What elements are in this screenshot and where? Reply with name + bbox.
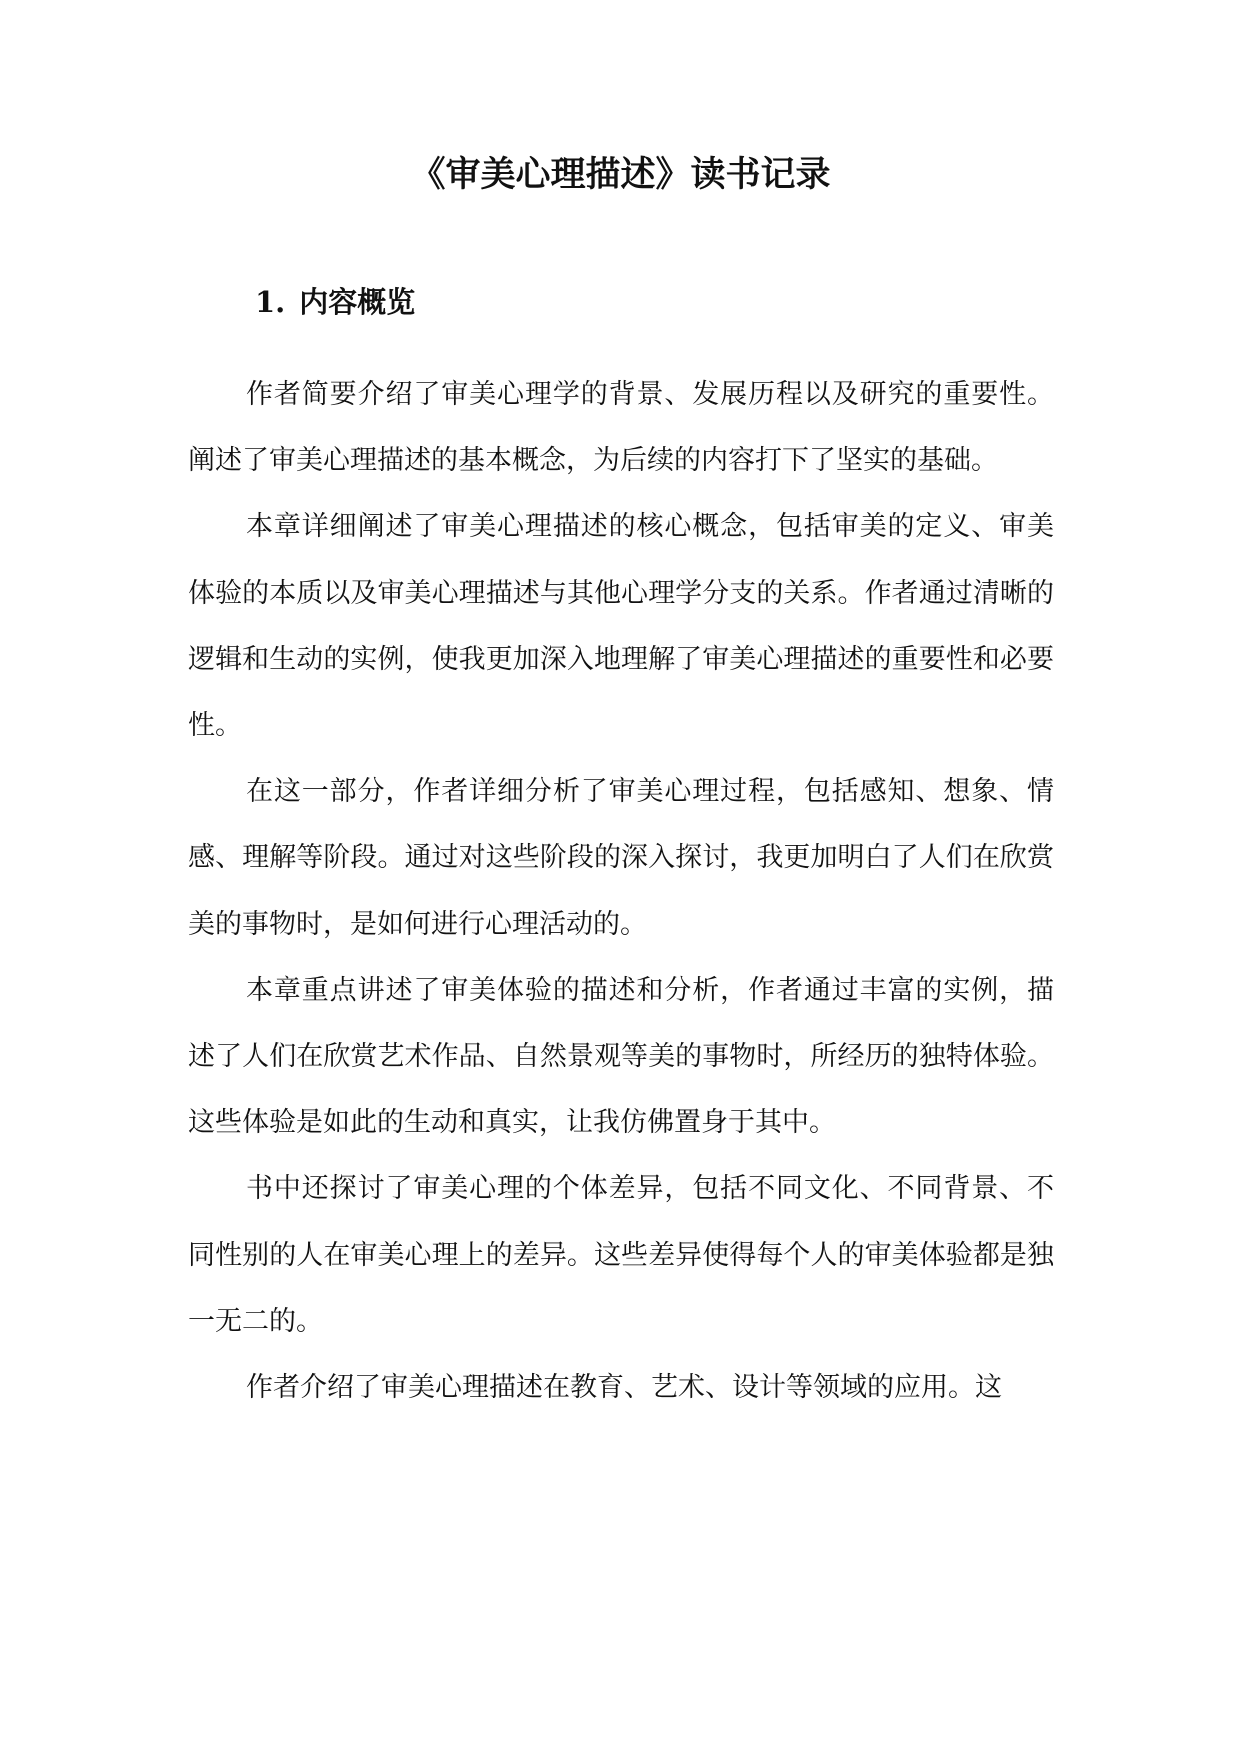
paragraph-5: 书中还探讨了审美心理的个体差异，包括不同文化、不同背景、不同性别的人在审美心理上的差异。这些差异使得每个人的审美体验都是独一无二的。: [188, 1173, 1054, 1337]
paragraph-6: 作者介绍了审美心理描述在教育、艺术、设计等领域的应用。这: [246, 1372, 1002, 1404]
paragraph-1: 作者简要介绍了审美心理学的背景、发展历程以及研究的重要性。阐述了审美心理描述的基本概念，为后续的内容打下了坚实的基础。: [188, 379, 1054, 477]
section-heading: [255, 280, 415, 324]
paragraph-3: 在这一部分，作者详细分析了审美心理过程，包括感知、想象、情感、理解等阶段。通过对这些阶段的深入探讨，我更加明白了人们在欣赏美的事物时，是如何进行心理活动的。: [188, 776, 1054, 940]
page-title: 《审美心理描述》读书记录: [410, 154, 831, 195]
paragraph-2: 本章详细阐述了审美心理描述的核心概念，包括审美的定义、审美体验的本质以及审美心理描述与其他心理学分支的关系。作者通过清晰的逻辑和生动的实例，使我更加深入地理解了审美心理描述的重要性和必要性。: [188, 511, 1054, 742]
section-title: 内容概览: [299, 285, 416, 319]
body-text: [188, 362, 1054, 1421]
paragraph-4: 本章重点讲述了审美体验的描述和分析，作者通过丰富的实例，描述了人们在欣赏艺术作品、自然景观等美的事物时，所经历的独特体验。这些体验是如此的生动和真实，让我仿佛置身于其中。: [188, 974, 1054, 1139]
section-number: 1.: [255, 285, 286, 319]
